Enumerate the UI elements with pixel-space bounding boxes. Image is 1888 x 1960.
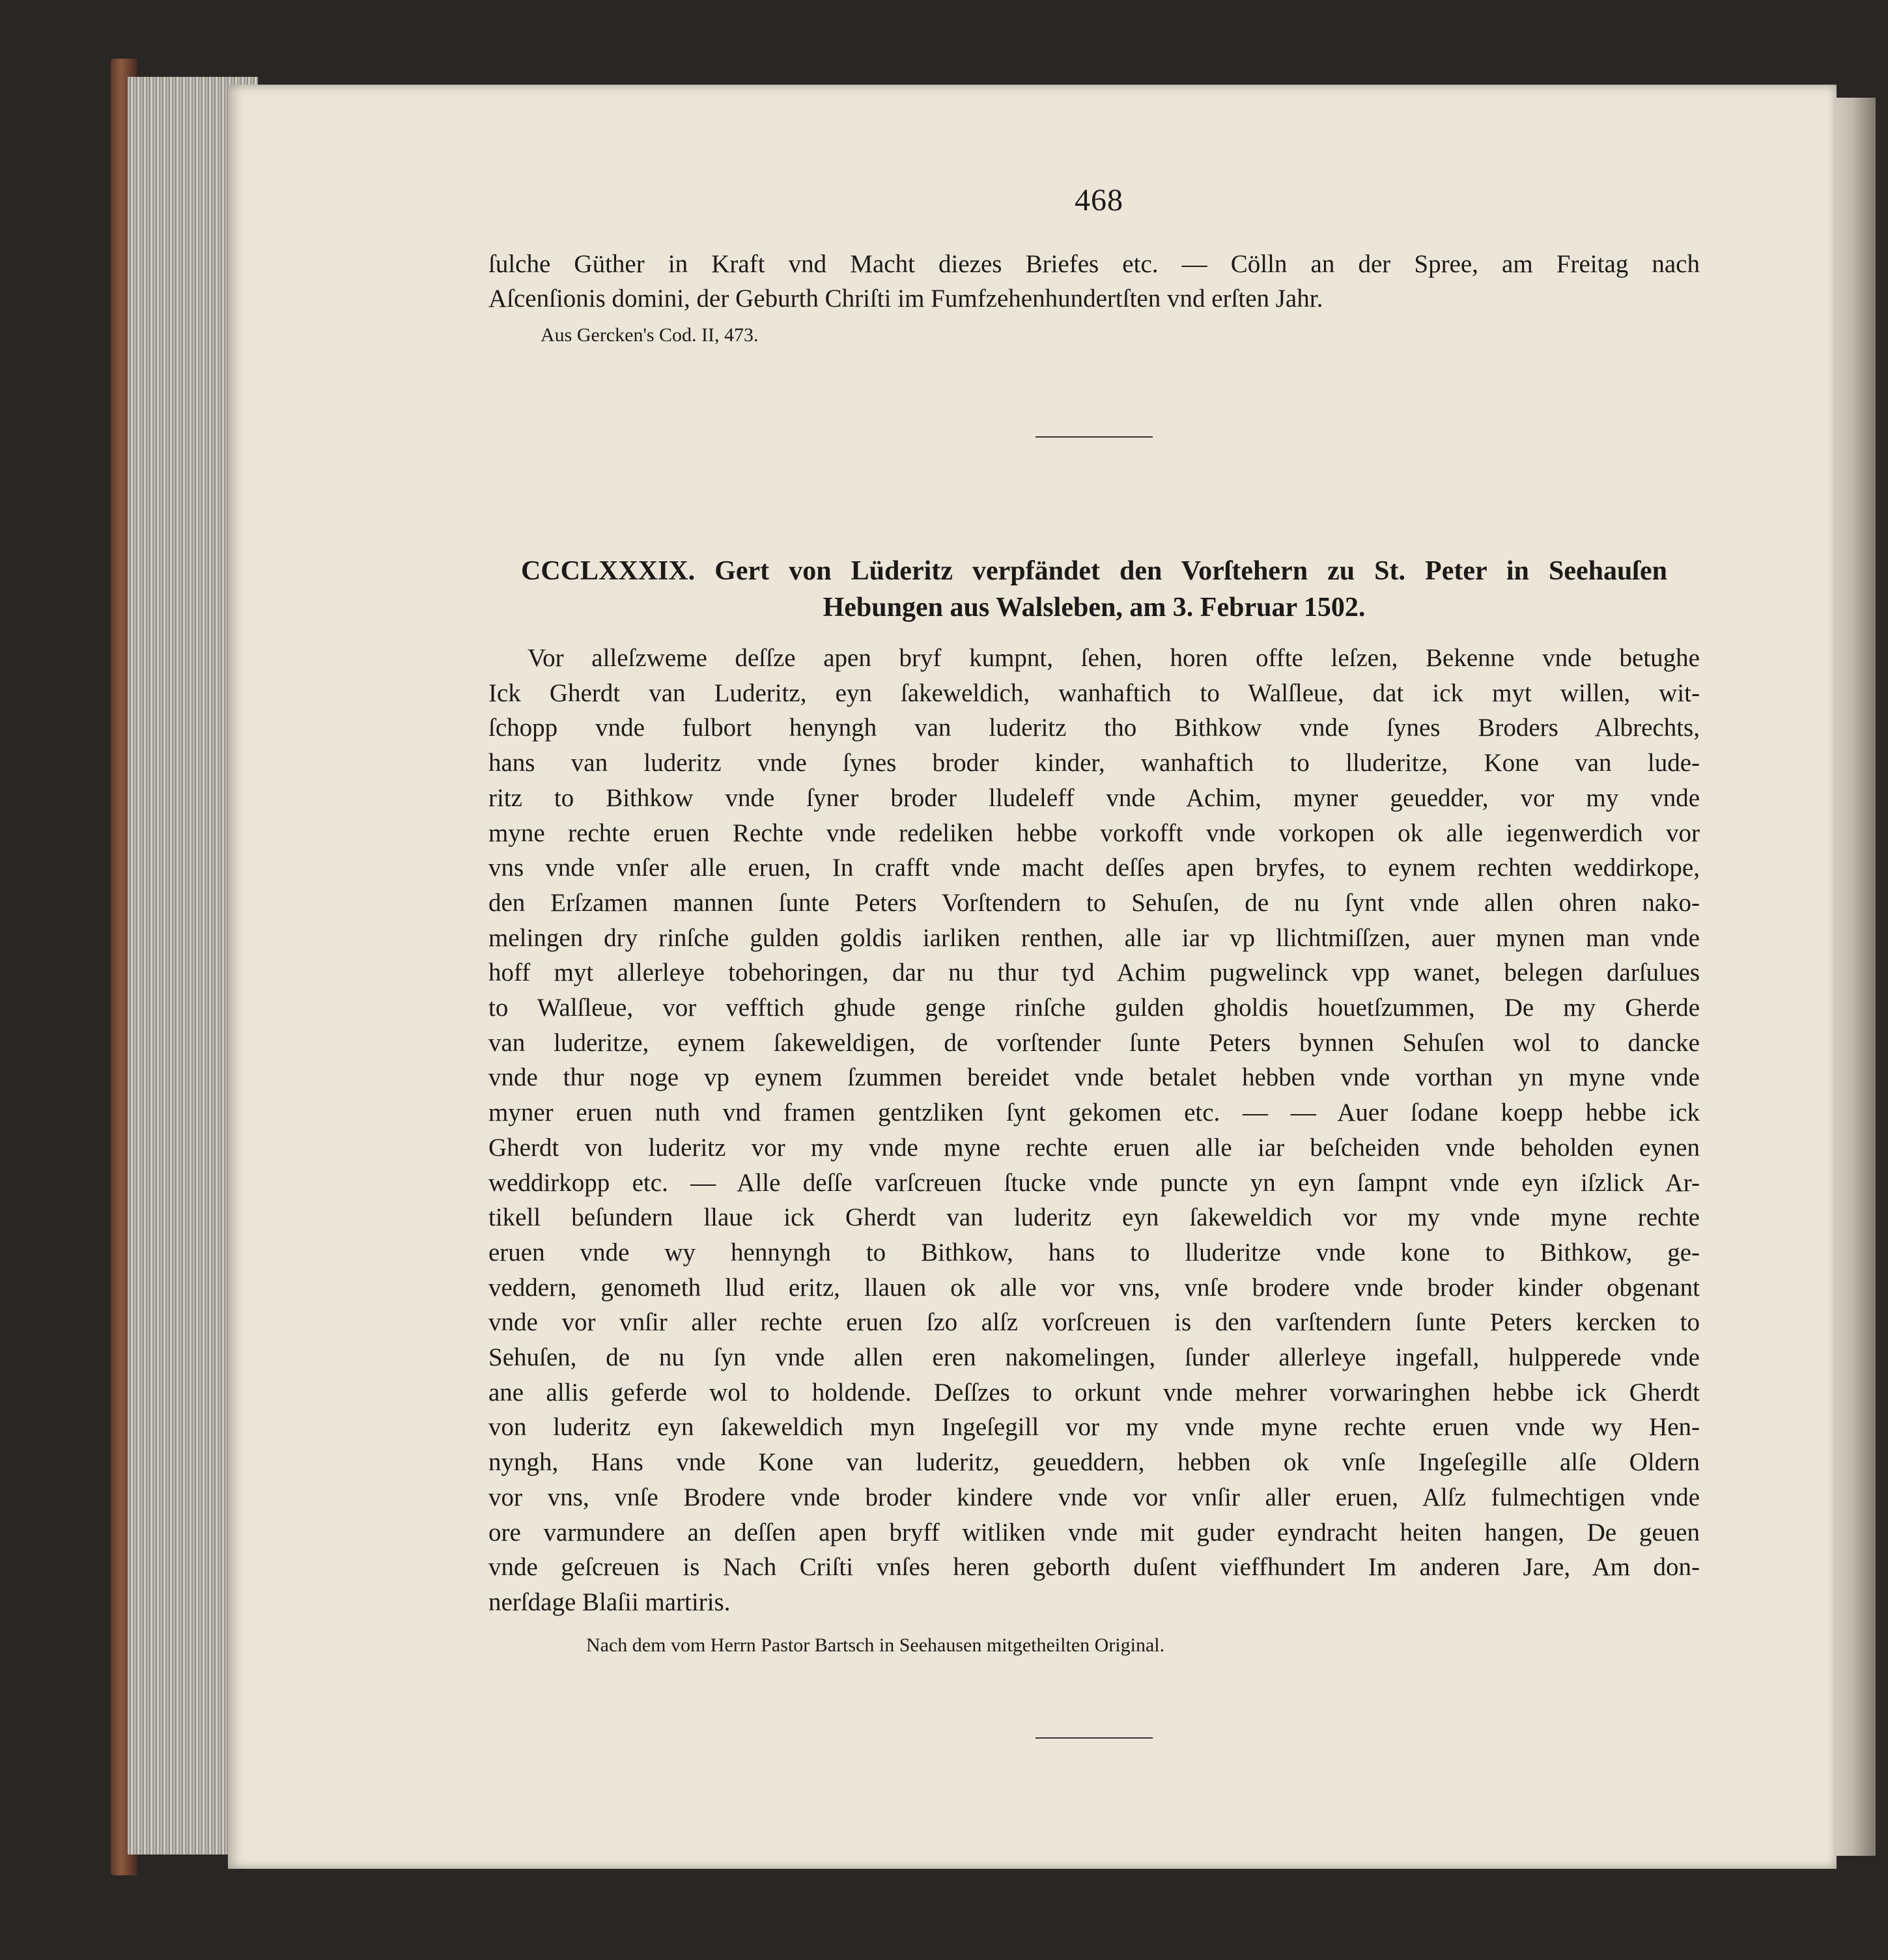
body-line: vns vnde vnſer alle eruen, In crafft vnde macht deſſes apen bryfes, to eynem rechten weddirkope, [488, 854, 1700, 882]
body-line: ſchopp vnde fulbort henyngh van luderitz tho Bithkow vnde ſynes Broders Albrechts, [488, 714, 1700, 742]
body-line: van luderitze, eynem ſakeweldigen, de vorſtender ſunte Peters bynnen Sehuſen wol to dancke [488, 1028, 1700, 1057]
body-line: hoff myt allerleye tobehoringen, dar nu thur tyd Achim pugwelinck vpp wanet, belegen darſulues [488, 959, 1700, 987]
intro-line: Aſcenſionis domini, der Geburth Chriſti im Fumfzehenhundertſten vnd erſten Jahr. [488, 285, 1323, 313]
body-line: ritz to Bithkow vnde ſyner broder lludeleff vnde Achim, myner geuedder, vor my vnde [488, 783, 1700, 812]
body-line: vor vns, vnſe Brodere vnde broder kindere vnde vor vnſir aller eruen, Alſz fulmechtigen vnde [488, 1483, 1700, 1511]
intro-line: ſulche Güther in Kraft vnd Macht diezes Briefes etc. — Cölln an der Spree, am Freitag nach [488, 250, 1700, 278]
bottom-rule [1036, 1737, 1153, 1739]
body-line: nyngh, Hans vnde Kone van luderitz, geueddern, hebben ok vnſe Ingeſegille alſe Oldern [488, 1448, 1700, 1477]
body-line: melingen dry rinſche gulden goldis iarliken renthen, alle iar vp llichtmiſſzen, auer mynen man vnde [488, 923, 1700, 952]
section-divider [1036, 436, 1153, 438]
body-line: Ick Gherdt van Luderitz, eyn ſakeweldich, wanhaftich to Walſleue, dat ick myt willen, wit- [488, 679, 1700, 707]
body-line: ore varmundere an deſſen apen bryff witliken vnde mit guder eyndracht heiten hangen, De geuen [488, 1518, 1700, 1547]
body-line: tikell beſundern llaue ick Gherdt van luderitz eyn ſakeweldich vor my vnde myne rechte [488, 1203, 1700, 1232]
intro-source: Aus Gercken's Cod. II, 473. [541, 324, 759, 346]
body-line: Vor alleſzweme deſſze apen bryf kumpnt, ſehen, horen offte leſzen, Bekenne vnde betughe [528, 644, 1700, 672]
body-line: von luderitz eyn ſakeweldich myn Ingeſegill vor my vnde myne rechte eruen vnde wy Hen- [488, 1413, 1700, 1442]
facing-page-edge [1830, 98, 1876, 1856]
body-line: Sehuſen, de nu ſyn vnde allen eren nakomelingen, ſunder allerleye ingefall, hulpperede vnde [488, 1343, 1700, 1371]
body-line: weddirkopp etc. — Alle deſſe varſcreuen ſtucke vnde puncte yn eyn ſampnt vnde eyn iſzlick Ar- [488, 1168, 1700, 1197]
body-line: hans van luderitz vnde ſynes broder kinder, wanhaftich to lluderitze, Kone van lude- [488, 749, 1700, 777]
body-line: to Walſleue, vor vefftich ghude genge rinſche gulden gholdis houetſzummen, De my Gherde [488, 994, 1700, 1022]
body-line: vnde vor vnſir aller rechte eruen ſzo alſz vorſcreuen is den varſtendern ſunte Peters kercken to [488, 1308, 1700, 1337]
body-line: myne rechte eruen Rechte vnde redeliken hebbe vorkofft vnde vorkopen ok alle iegenwerdich vor [488, 819, 1700, 847]
document-source: Nach dem vom Herrn Pastor Bartsch in Seehausen mitgetheilten Original. [586, 1634, 1165, 1656]
body-line: den Erſzamen mannen ſunte Peters Vorſtendern to Sehuſen, de nu ſynt vnde allen ohren nako- [488, 888, 1700, 917]
body-line: eruen vnde wy hennyngh to Bithkow, hans to lluderitze vnde kone to Bithkow, ge- [488, 1238, 1700, 1267]
body-line: nerſdage Blaſii martiris. [488, 1588, 731, 1616]
text-frame [254, 98, 1797, 1830]
document-heading-line2: Hebungen aus Walsleben, am 3. Februar 1502. [823, 593, 1366, 623]
body-line: vnde geſcreuen is Nach Criſti vnſes heren geborth duſent vieffhundert Im anderen Jare, Am don- [488, 1553, 1700, 1582]
body-line: Gherdt von luderitz vor my vnde myne rechte eruen alle iar beſcheiden vnde beholden eynen [488, 1133, 1700, 1162]
body-line: ane allis geferde wol to holdende. Deſſzes to orkunt vnde mehrer vorwaringhen hebbe ick Gherdt [488, 1378, 1700, 1407]
document-heading-line1: CCCLXXXIX. Gert von Lüderitz verpfändet den Vorſtehern zu St. Peter in Seehauſen [521, 556, 1667, 586]
book-page [228, 85, 1837, 1869]
body-line: veddern, genometh llud eritz, llauen ok alle vor vns, vnſe brodere vnde broder kinder obgenant [488, 1273, 1700, 1302]
page-number: 468 [1075, 183, 1123, 217]
body-line: myner eruen nuth vnd framen gentzliken ſynt gekomen etc. — — Auer ſodane koepp hebbe ick [488, 1099, 1700, 1127]
body-line: vnde thur noge vp eynem ſzummen bereidet vnde betalet hebben vnde vorthan yn myne vnde [488, 1063, 1700, 1092]
